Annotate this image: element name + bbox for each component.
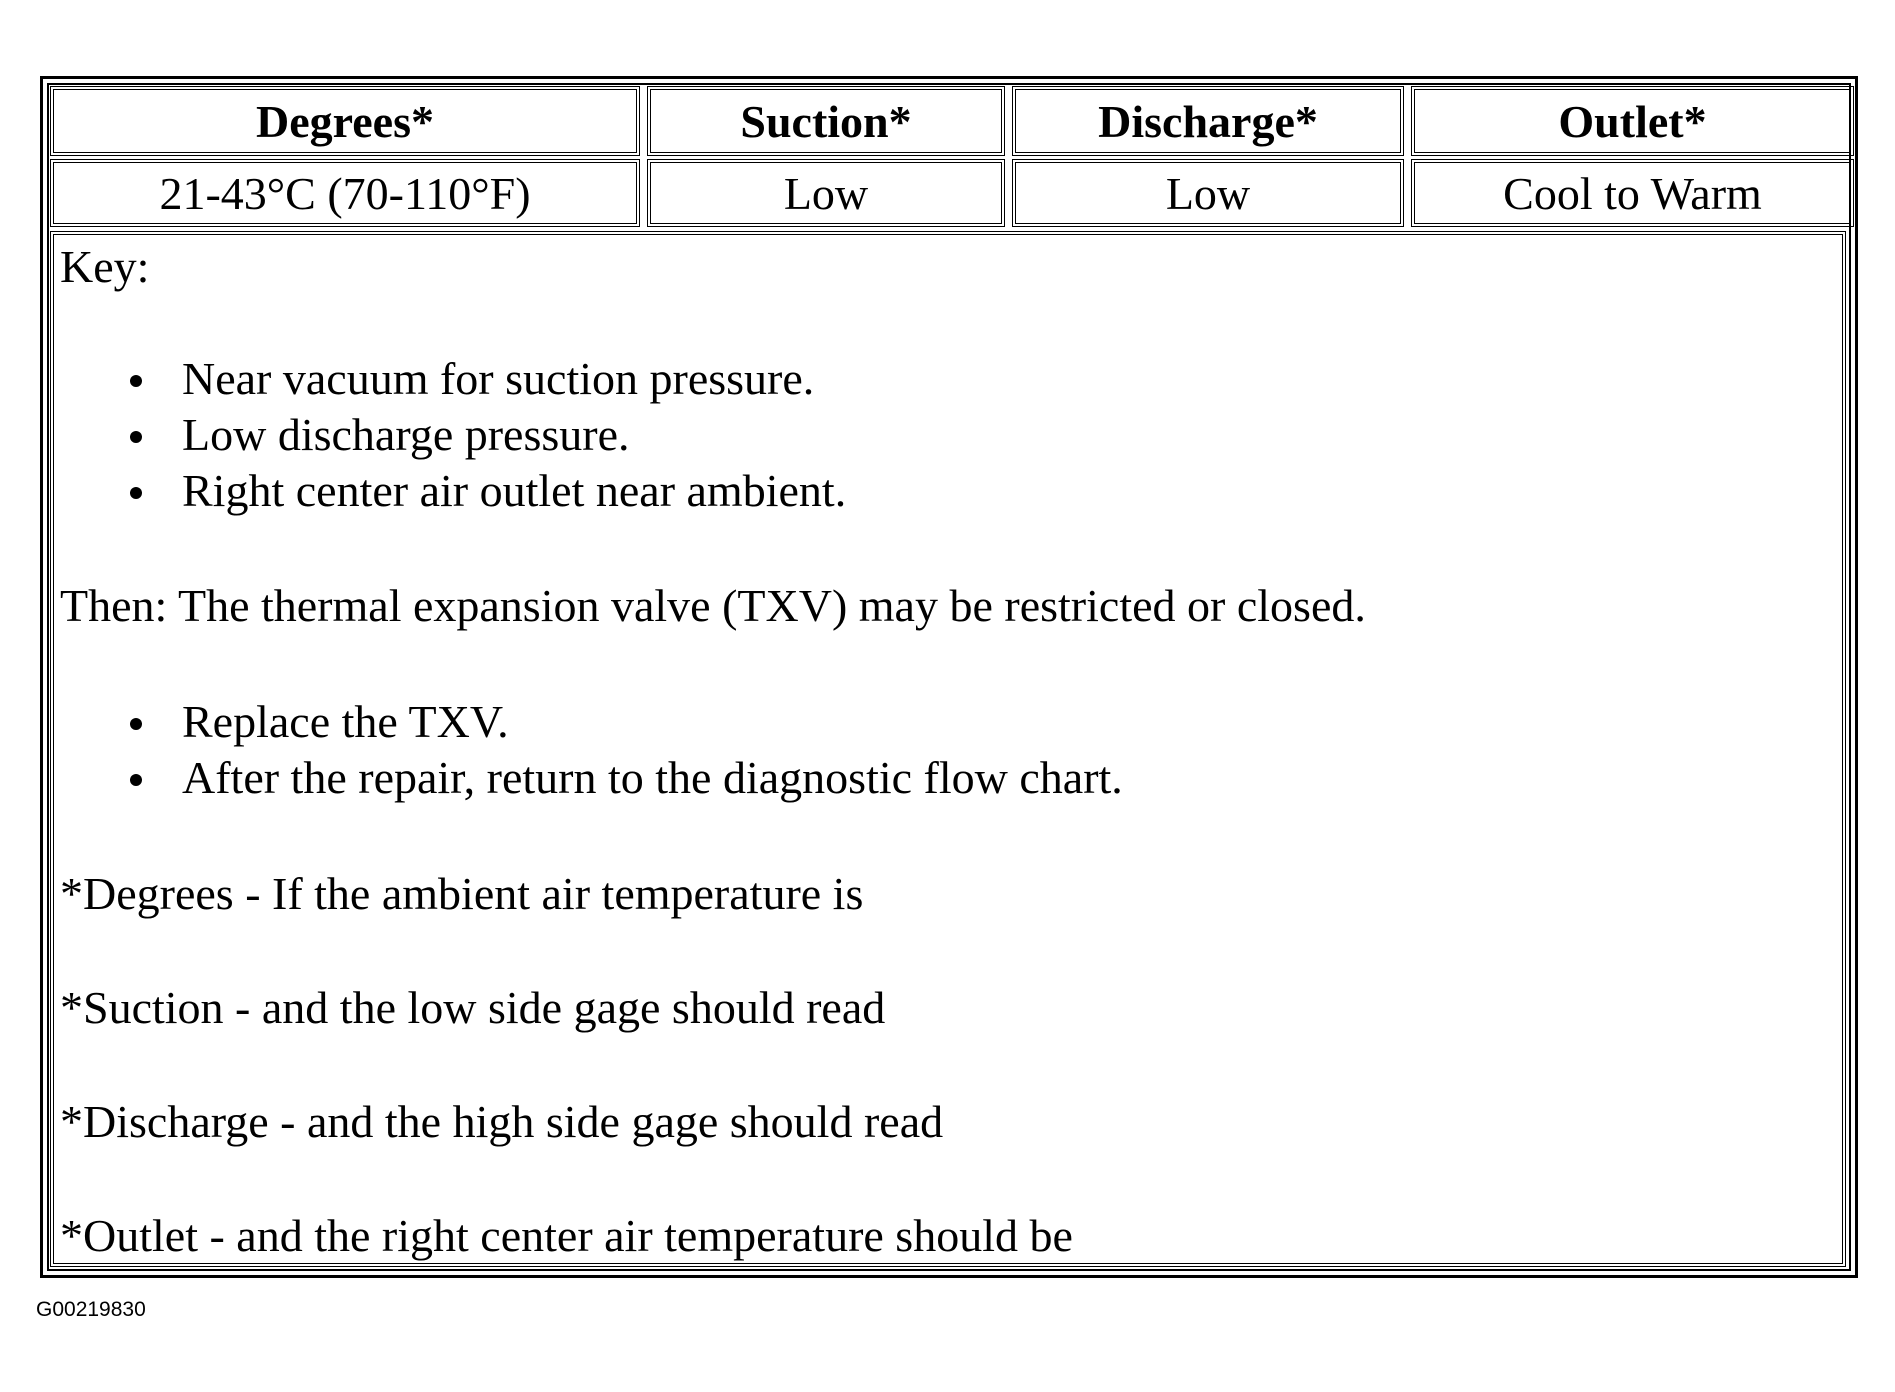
then-statement: Then: The thermal expansion valve (TXV) may be restricted or closed. [60,580,1366,631]
header-outlet: Outlet* [1411,86,1854,156]
list-item: Replace the TXV. [130,694,1123,750]
header-discharge: Discharge* [1012,86,1404,156]
note-discharge: *Discharge - and the high side gage should read [60,1096,944,1147]
cell-degrees: 21-43°C (70-110°F) [50,159,640,227]
note-outlet: *Outlet - and the right center air temperature should be [60,1210,1073,1261]
header-degrees: Degrees* [50,86,640,156]
list-item: Right center air outlet near ambient. [130,463,846,519]
cell-discharge: Low [1012,159,1404,227]
key-label: Key: [60,241,150,292]
cell-outlet: Cool to Warm [1411,159,1854,227]
figure-id: G00219830 [36,1298,146,1321]
note-degrees: *Degrees - If the ambient air temperature is [60,868,864,919]
list-item: After the repair, return to the diagnostic flow chart. [130,750,1123,806]
diagnostic-table [40,76,1858,1278]
symptom-list [130,351,846,519]
list-item: Near vacuum for suction pressure. [130,351,846,407]
note-suction: *Suction - and the low side gage should read [60,982,886,1033]
cell-suction: Low [647,159,1005,227]
key-cell [50,231,1846,1267]
list-item: Low discharge pressure. [130,407,846,463]
action-list [130,694,1123,806]
header-suction: Suction* [647,86,1005,156]
